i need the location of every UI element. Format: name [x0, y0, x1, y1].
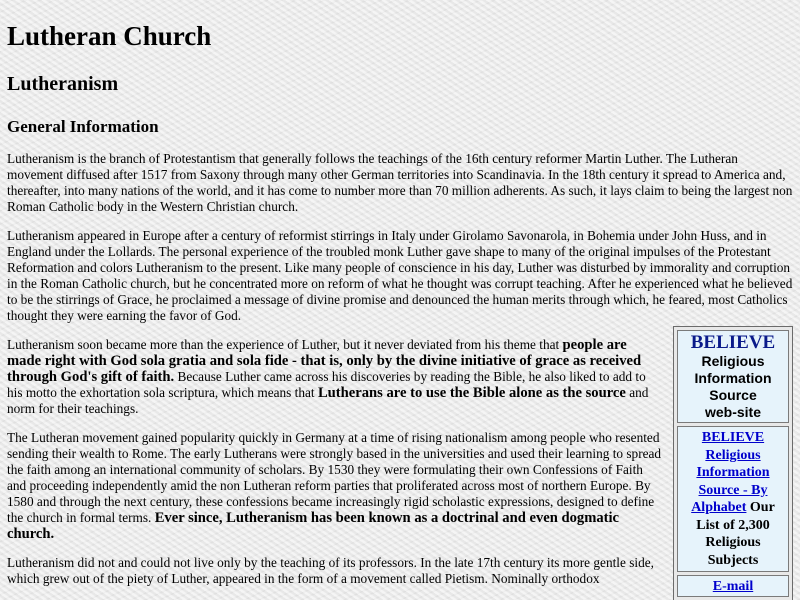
page-title: Lutheran Church [7, 21, 212, 51]
believe-sidebar [673, 326, 793, 600]
subject-count-text: Our List of 2,300 Religious Subjects [696, 500, 775, 568]
believe-heading: BELIEVE [690, 332, 776, 353]
email-cell [677, 575, 789, 597]
paragraph-3-emphasis-2: Lutherans are to use the Bible alone as the source [317, 385, 626, 401]
email-link[interactable]: E-mail [712, 579, 754, 594]
paragraph-1: Lutheranism is the branch of Protestantism that generally follows the teachings of the 16th century reformer Martin Luther. The Lutheran movement diffused after 1517 from Saxony through many other German territories into Scandinavia. In the 18th century it spread to America and, thereafter, into many nations of the world, and it has come to number more than 70 million adherents. As such, it lays claim to being the largest non Roman Catholic body in the Western Christian church. [7, 151, 793, 214]
section-heading: General Information [7, 117, 159, 136]
paragraph-3-emphasis-1: people are made right with God sola gratia and sola fide - that is, only by the divine initiative of grace as received through God's gift of faith. [7, 337, 642, 385]
paragraph-4-part-a: The Lutheran movement gained popularity quickly in Germany at a time of rising nationalism among people who resented sending their wealth to Rome. The early Lutherans were strongly based in the universities and used their learning to spread the faith among an international community of scholars. By 1530 they were formulating their own Confessions of Faith and proceeding independently amid the non Lutheran reform parties that proliferated across most of northern Europe. By 1580 and through the next century, these confessions became increasingly rigid scholastic expressions, designed to define the church in formal terms. [7, 430, 662, 525]
paragraph-4-emphasis: Ever since, Lutheranism has been known as a doctrinal and even dogmatic church. [7, 510, 620, 542]
paragraph-3-part-a: Lutheranism soon became more than the experience of Luther, but it never deviated from his theme that [7, 337, 563, 352]
believe-information: Information [694, 370, 772, 386]
believe-banner [677, 330, 789, 423]
paragraph-3-part-e: and norm for their teachings. [7, 385, 649, 416]
paragraph-5: Lutheranism did not and could not live only by the teaching of its professors. In the late 17th century its more gentle side, which grew out of the piety of Luther, appeared in the form of a movement called Pietism. Nominally orthodox [7, 555, 654, 586]
alphabet-link[interactable]: BELIEVE Religious Information Source - By Alphabet [691, 430, 770, 515]
page-subtitle: Lutheranism [7, 73, 119, 95]
believe-religious: Religious [701, 353, 765, 369]
believe-source: Source [709, 387, 757, 403]
believe-website: web-site [704, 404, 761, 420]
paragraph-2: Lutheranism appeared in Europe after a century of reformist stirrings in Italy under Girolamo Savonarola, in Bohemia under John Huss, and in England under the Lollards. The personal experience of the troubled monk Luther gave shape to many of the original impulses of the Protestant Reformation and colors Lutheranism to the present. Like many people of conscience in his day, Luther was disturbed by immorality and corruption in the Roman Catholic church, but he concentrated more on reform of what he thought was corrupt teaching. After he experienced what he believed to be the stirrings of Grace, he proclaimed a message of divine promise and denounced the human merits through which, he feared, most Catholics thought they were earning the favor of God. [7, 228, 793, 323]
paragraph-3-part-c: Because Luther came across his discoveries by reading the Bible, he also liked to add to his motto the exhortation sola scriptura, which means that [7, 369, 646, 400]
alphabet-cell [677, 426, 789, 572]
